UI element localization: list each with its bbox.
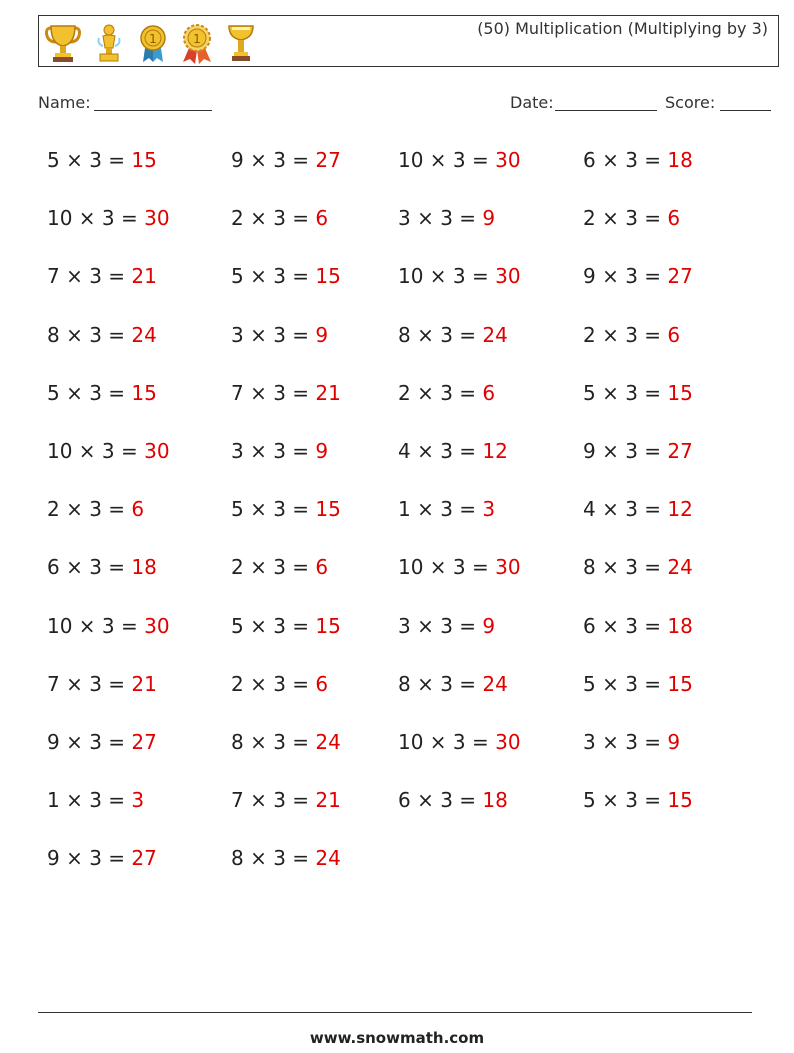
problem-question: 3 × 3 = [231, 439, 316, 463]
problem-answer: 12 [667, 497, 693, 522]
name-label: Name: [38, 93, 91, 112]
problem-question: 1 × 3 = [398, 497, 483, 522]
problem-answer: 3 [482, 497, 496, 522]
problem-question: 7 × 3 = [231, 380, 316, 405]
problem-answer: 6 [131, 497, 145, 522]
problem-answer: 15 [315, 264, 341, 289]
problem-item [583, 672, 693, 696]
problem-item [398, 148, 521, 172]
problem-question: 9 × 3 = [47, 730, 132, 754]
worksheet-title: (50) Multiplication (Multiplying by 3) [477, 19, 768, 38]
problem-question: 8 × 3 = [583, 555, 668, 580]
problem-question: 7 × 3 = [47, 264, 132, 289]
svg-text:1: 1 [193, 32, 201, 46]
problem-answer: 21 [131, 671, 157, 696]
problem-item [47, 672, 157, 696]
problem-item [47, 555, 157, 579]
problem-question: 8 × 3 = [231, 730, 316, 754]
problem-answer: 27 [131, 730, 157, 754]
problem-question: 5 × 3 = [583, 671, 668, 696]
problem-item [583, 206, 680, 230]
problem-question: 4 × 3 = [398, 439, 483, 463]
problem-answer: 21 [131, 264, 157, 289]
problem-answer: 12 [482, 439, 508, 463]
problem-answer: 18 [667, 148, 693, 172]
problem-answer: 6 [667, 206, 681, 231]
problem-item [583, 555, 693, 579]
problem-item [398, 206, 495, 230]
problem-item [583, 323, 680, 347]
problem-item [47, 614, 170, 638]
problem-item [583, 439, 693, 463]
problem-answer: 18 [131, 555, 157, 580]
problem-item [47, 323, 157, 347]
problem-answer: 30 [495, 555, 521, 580]
cup-icon [221, 22, 261, 64]
problem-answer: 3 [131, 788, 145, 813]
score-blank[interactable] [720, 110, 771, 111]
svg-text:1: 1 [149, 32, 157, 46]
problem-answer: 24 [482, 671, 508, 696]
problem-answer: 9 [315, 322, 329, 347]
problem-item [47, 497, 144, 521]
problem-item [583, 730, 680, 754]
problem-answer: 15 [315, 613, 341, 638]
problem-item [47, 381, 157, 405]
problem-question: 2 × 3 = [231, 671, 316, 696]
problem-question: 8 × 3 = [398, 671, 483, 696]
problem-question: 6 × 3 = [398, 788, 483, 813]
problem-answer: 15 [131, 148, 157, 172]
problem-answer: 30 [144, 613, 170, 638]
problem-answer: 24 [315, 846, 341, 871]
problem-answer: 27 [667, 264, 693, 289]
problem-item [398, 730, 521, 754]
problem-question: 2 × 3 = [398, 380, 483, 405]
problem-question: 5 × 3 = [47, 380, 132, 405]
problem-question: 2 × 3 = [583, 322, 668, 347]
problem-item [398, 555, 521, 579]
problem-answer: 24 [667, 555, 693, 580]
problem-answer: 27 [315, 148, 341, 172]
problem-question: 8 × 3 = [47, 322, 132, 347]
problem-question: 6 × 3 = [47, 555, 132, 580]
problem-item [47, 264, 157, 288]
problem-question: 6 × 3 = [583, 613, 668, 638]
problem-question: 9 × 3 = [231, 148, 316, 172]
problem-item [231, 264, 341, 288]
problem-answer: 18 [482, 788, 508, 813]
problem-question: 4 × 3 = [583, 497, 668, 522]
problem-item [231, 672, 328, 696]
problem-question: 10 × 3 = [398, 555, 496, 580]
problem-answer: 30 [495, 148, 521, 172]
problem-item [398, 672, 508, 696]
problem-item [398, 614, 495, 638]
problem-item [231, 730, 341, 754]
problem-item [583, 148, 693, 172]
problem-question: 7 × 3 = [47, 671, 132, 696]
problem-answer: 24 [131, 322, 157, 347]
problem-answer: 15 [667, 671, 693, 696]
problem-question: 2 × 3 = [231, 555, 316, 580]
problem-item [398, 439, 508, 463]
date-label: Date: [510, 93, 554, 112]
award-statue-icon [89, 22, 129, 64]
problem-item [398, 497, 495, 521]
problem-answer: 27 [131, 846, 157, 871]
problem-question: 10 × 3 = [47, 206, 145, 231]
problem-question: 8 × 3 = [231, 846, 316, 871]
student-info-row [38, 93, 771, 115]
problem-question: 10 × 3 = [47, 613, 145, 638]
problem-answer: 6 [315, 555, 329, 580]
problem-answer: 15 [667, 788, 693, 813]
problem-item [231, 206, 328, 230]
problem-answer: 15 [315, 497, 341, 522]
problem-item [231, 148, 341, 172]
problem-item [398, 323, 508, 347]
problem-question: 5 × 3 = [231, 264, 316, 289]
problem-item [398, 788, 508, 812]
problem-question: 5 × 3 = [583, 380, 668, 405]
problem-question: 9 × 3 = [583, 439, 668, 463]
problem-item [231, 323, 328, 347]
problem-question: 10 × 3 = [398, 730, 496, 754]
problem-answer: 24 [315, 730, 341, 754]
problem-item [231, 846, 341, 870]
problem-answer: 9 [315, 439, 329, 463]
problem-question: 9 × 3 = [47, 846, 132, 871]
medal-rosette-icon [177, 22, 217, 64]
problem-item [231, 497, 341, 521]
problem-item [47, 730, 157, 754]
problem-question: 5 × 3 = [231, 613, 316, 638]
problem-item [231, 439, 328, 463]
problem-item [583, 381, 693, 405]
problem-question: 7 × 3 = [231, 788, 316, 813]
problem-answer: 6 [315, 671, 329, 696]
problem-answer: 30 [495, 264, 521, 289]
problem-item [398, 381, 495, 405]
problem-answer: 9 [482, 613, 496, 638]
problem-question: 6 × 3 = [583, 148, 668, 172]
problem-question: 5 × 3 = [47, 148, 132, 172]
problem-item [231, 614, 341, 638]
problem-item [47, 206, 170, 230]
problem-answer: 6 [482, 380, 496, 405]
problem-question: 3 × 3 = [398, 206, 483, 231]
problem-answer: 6 [667, 322, 681, 347]
problem-item [231, 788, 341, 812]
problem-question: 1 × 3 = [47, 788, 132, 813]
problem-answer: 30 [495, 730, 521, 754]
problem-item [47, 148, 157, 172]
problem-item [583, 788, 693, 812]
problem-item [583, 497, 693, 521]
problem-question: 2 × 3 = [231, 206, 316, 231]
problem-item [231, 381, 341, 405]
problem-question: 3 × 3 = [231, 322, 316, 347]
name-blank[interactable] [94, 110, 212, 111]
problem-answer: 15 [667, 380, 693, 405]
problem-answer: 9 [482, 206, 496, 231]
problem-answer: 24 [482, 322, 508, 347]
problem-answer: 6 [315, 206, 329, 231]
problem-item [231, 555, 328, 579]
medal-ribbon-icon [133, 22, 173, 64]
date-blank[interactable] [555, 110, 657, 111]
problem-item [47, 846, 157, 870]
footer-divider [38, 1012, 752, 1013]
problem-item [47, 439, 170, 463]
problem-answer: 30 [144, 206, 170, 231]
footer-url: www.snowmath.com [309, 1029, 485, 1047]
problem-answer: 27 [667, 439, 693, 463]
problem-question: 10 × 3 = [47, 439, 145, 463]
problem-question: 3 × 3 = [398, 613, 483, 638]
worksheet-header [38, 15, 779, 67]
problem-question: 9 × 3 = [583, 264, 668, 289]
problem-answer: 21 [315, 788, 341, 813]
problem-item [583, 264, 693, 288]
problem-question: 8 × 3 = [398, 322, 483, 347]
problem-answer: 21 [315, 380, 341, 405]
problem-question: 2 × 3 = [583, 206, 668, 231]
problem-answer: 9 [667, 730, 681, 754]
problem-question: 5 × 3 = [583, 788, 668, 813]
problem-question: 10 × 3 = [398, 264, 496, 289]
problem-answer: 30 [144, 439, 170, 463]
problem-question: 10 × 3 = [398, 148, 496, 172]
problem-item [583, 614, 693, 638]
score-label: Score: [665, 93, 716, 112]
problem-question: 5 × 3 = [231, 497, 316, 522]
problem-answer: 18 [667, 613, 693, 638]
problem-item [398, 264, 521, 288]
problem-item [47, 788, 144, 812]
trophy-icon [43, 22, 83, 64]
problem-question: 2 × 3 = [47, 497, 132, 522]
problem-answer: 15 [131, 380, 157, 405]
problem-question: 3 × 3 = [583, 730, 668, 754]
